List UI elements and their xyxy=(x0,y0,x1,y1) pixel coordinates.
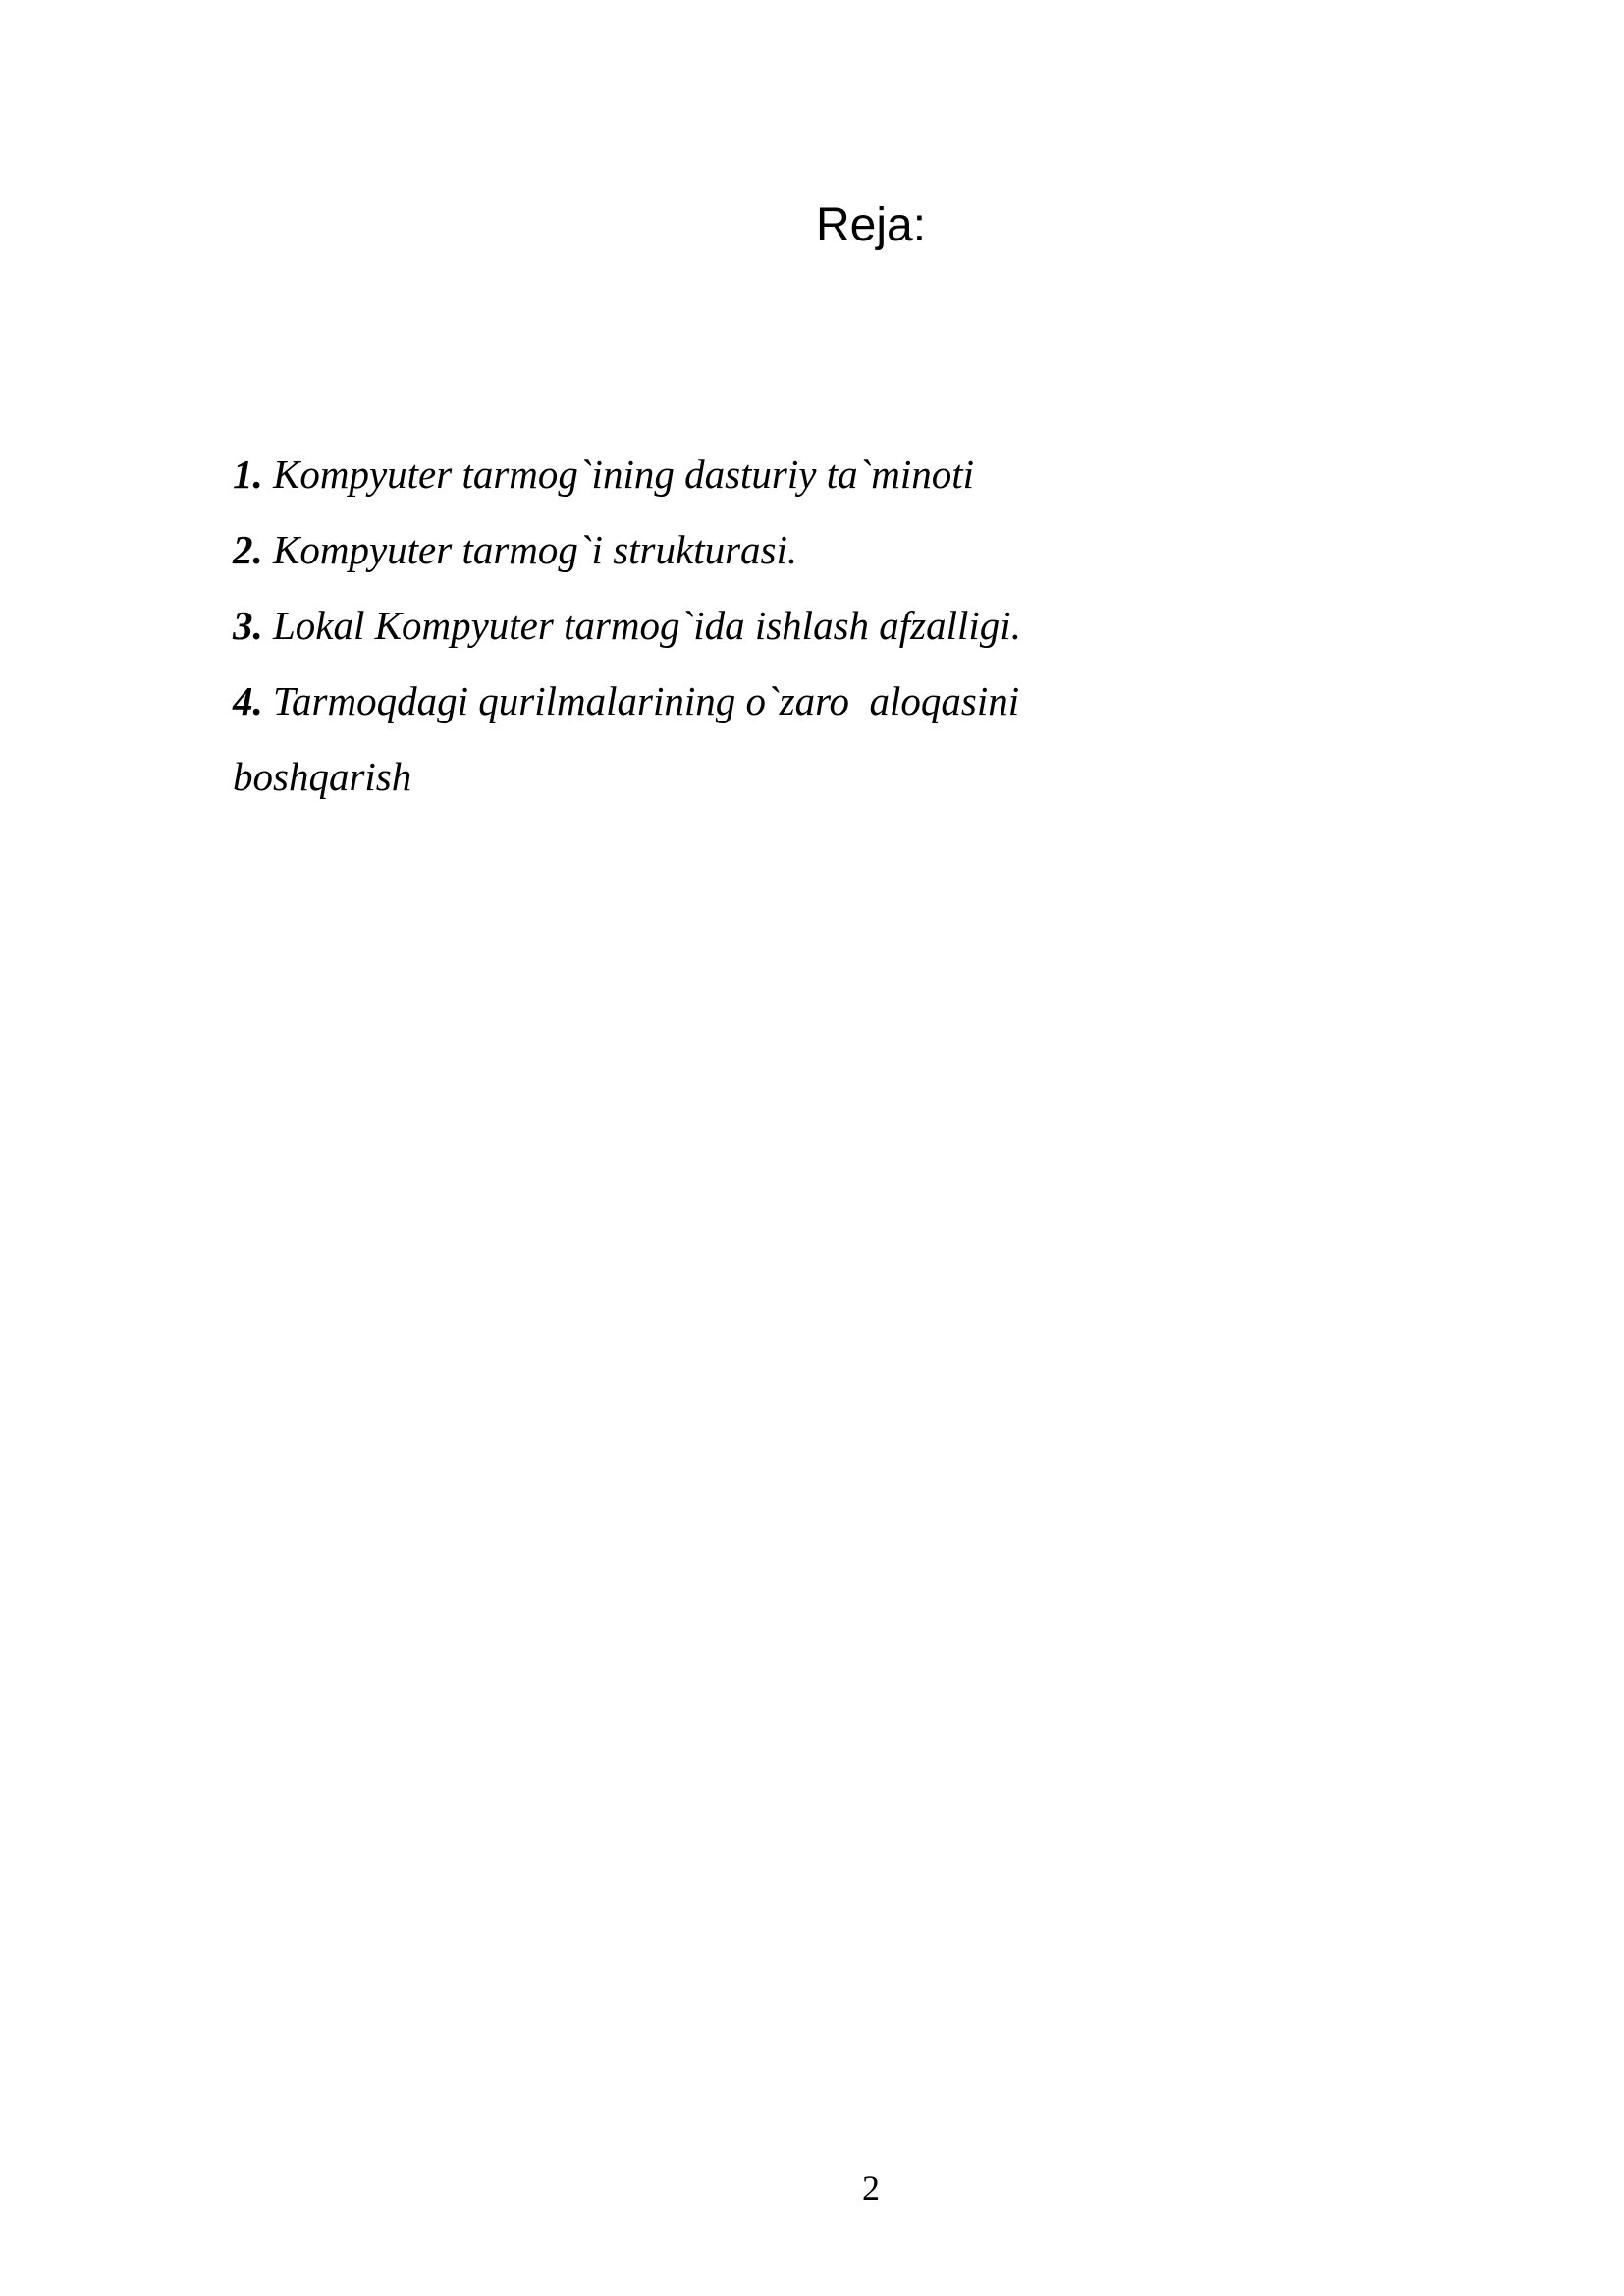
plan-item-2 xyxy=(233,512,1215,588)
plan-item-4 xyxy=(233,664,1215,815)
page-number: 2 xyxy=(862,2168,880,2208)
plan-item-text: Tarmoqdagi qurilmalarining o`zaro aloqasini boshqarish xyxy=(233,678,1020,799)
plan-item-number: 1. xyxy=(233,452,263,497)
plan-item-text: Kompyuter tarmog`i strukturasi. xyxy=(262,527,798,572)
plan-item-number: 2. xyxy=(233,527,263,572)
plan-item-text: Lokal Kompyuter tarmog`ida ishlash afzalligi. xyxy=(262,603,1021,648)
plan-item-number: 3. xyxy=(233,603,263,648)
plan-item-1 xyxy=(233,437,1215,512)
plan-item-number: 4. xyxy=(233,678,263,723)
plan-item-text: Kompyuter tarmog`ining dasturiy ta`minoti xyxy=(262,452,975,497)
page-title: Reja: xyxy=(815,199,927,251)
plan-list xyxy=(233,437,1215,815)
plan-item-3 xyxy=(233,588,1215,664)
